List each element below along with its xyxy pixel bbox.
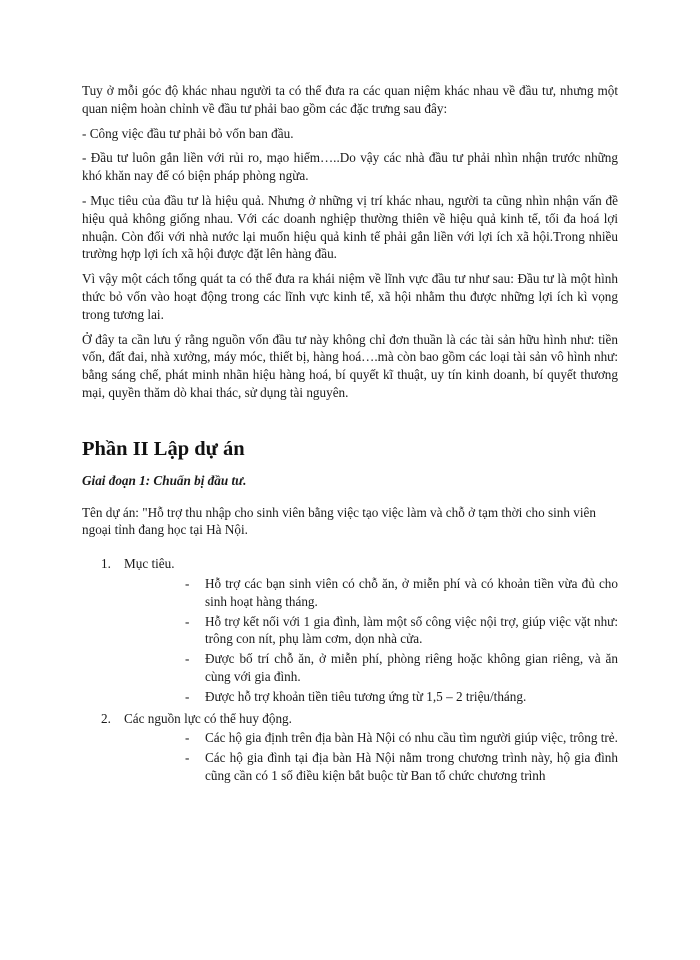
list-item [185, 613, 618, 649]
objectives-sublist [124, 575, 618, 706]
dash-bullet: - [185, 651, 190, 667]
list-number: 1. [101, 556, 111, 572]
characteristic-risk: - Đầu tư luôn gắn liền với rủi ro, mạo hiểm…..Do vậy các nhà đầu tư phải nhìn nhận trước những khó khăn nay để có biện pháp phòng ngừa. [82, 150, 618, 184]
capital-note: Ở đây ta cần lưu ý rằng nguồn vốn đầu tư này không chỉ đơn thuần là các tài sản hữu hình như: tiền vốn, đất đai, nhà xưởng, máy móc, thiết bị, hàng hoá….mà còn bao gồm các loại tài sản vô hình như: bằng sáng chế, phát minh nhãn hiệu hàng hoá, bí quyết kĩ thuật, uy tín kinh doanh, bí quyết thương mại, quyền thăm dò khai thác, sử dụng tài nguyên. [82, 331, 618, 400]
dash-bullet: - [185, 730, 190, 746]
dash-bullet: - [185, 688, 190, 704]
list-item [185, 650, 618, 686]
list-item-text: Hỗ trợ các bạn sinh viên có chỗ ăn, ở miễn phí và có khoản tiền vừa đủ cho sinh hoạt hàng tháng. [205, 575, 618, 609]
phase-title: Giai đoạn 1: Chuẩn bị đầu tư. [82, 472, 247, 488]
resources-sublist [124, 729, 618, 784]
list-item-title: Các nguồn lực có thể huy động. [124, 710, 292, 726]
list-item-resources [82, 710, 618, 785]
list-item-text: Được hỗ trợ khoản tiền tiêu tương ứng từ 1,5 – 2 triệu/tháng. [205, 688, 527, 704]
list-item [185, 688, 618, 706]
list-item-text: Hỗ trợ kết nối với 1 gia đình, làm một số công việc nội trợ, giúp việc vặt như: trông con nít, phụ làm cơm, dọn nhà cửa. [205, 613, 618, 647]
list-item-text: Các hộ gia đình tại địa bàn Hà Nội nằm trong chương trình này, hộ gia đình cũng cần có 1 số điều kiện bắt buộc từ Ban tổ chức chương trình [205, 750, 618, 783]
characteristic-efficiency: - Mục tiêu của đầu tư là hiệu quả. Nhưng ở những vị trí khác nhau, người ta cũng nhìn nhận vấn đề hiệu quả không giống nhau. Với các doanh nghiệp thường thiên về hiệu quả kinh tế, tối đa hoá lợi nhuận. Còn đối với nhà nước lại muốn hiệu quả kinh tế phải gắn liền với lợi ích xã hội.Trong nhiều trường hợp lợi ích xã hội được đặt lên hàng đầu. [82, 192, 618, 262]
section-heading: Phần II Lập dự án [82, 437, 245, 460]
intro-paragraph: Tuy ở mỗi góc độ khác nhau người ta có thể đưa ra các quan niệm khác nhau về đầu tư, nhưng một quan niệm hoàn chỉnh về đầu tư phải bao gồm các đặc trưng sau đây: [82, 83, 618, 116]
list-item-text: Các hộ gia định trên địa bàn Hà Nội có nhu cầu tìm người giúp việc, trông trẻ. [205, 730, 618, 746]
project-name: Tên dự án: "Hỗ trợ thu nhập cho sinh viên bằng việc tạo việc làm và chỗ ở tạm thời cho sinh viên ngoại tỉnh đang học tại Hà Nội. [82, 504, 596, 538]
intro-section [82, 82, 618, 402]
list-item [185, 575, 618, 611]
investment-definition: Vì vậy một cách tổng quát ta có thể đưa ra khái niệm về lĩnh vực đầu tư như sau: Đầu tư là một hình thức bỏ vốn vào hoạt động trong các lĩnh vực kinh tế, xã hội nhằm thu được những lợi ích kì vọng trong tương lai. [82, 271, 618, 322]
characteristic-capital: - Công việc đầu tư phải bỏ vốn ban đầu. [82, 125, 294, 141]
list-number: 2. [101, 710, 111, 726]
list-item-title: Mục tiêu. [124, 556, 175, 572]
dash-bullet: - [185, 575, 190, 591]
list-item [185, 749, 618, 785]
list-item-objectives [82, 555, 618, 705]
numbered-list [82, 555, 618, 785]
list-item [185, 729, 618, 747]
dash-bullet: - [185, 750, 190, 766]
dash-bullet: - [185, 613, 190, 629]
list-item-text: Được bố trí chỗ ăn, ở miễn phí, phòng riêng hoặc không gian riêng, và ăn cùng với gia đình. [205, 651, 618, 684]
